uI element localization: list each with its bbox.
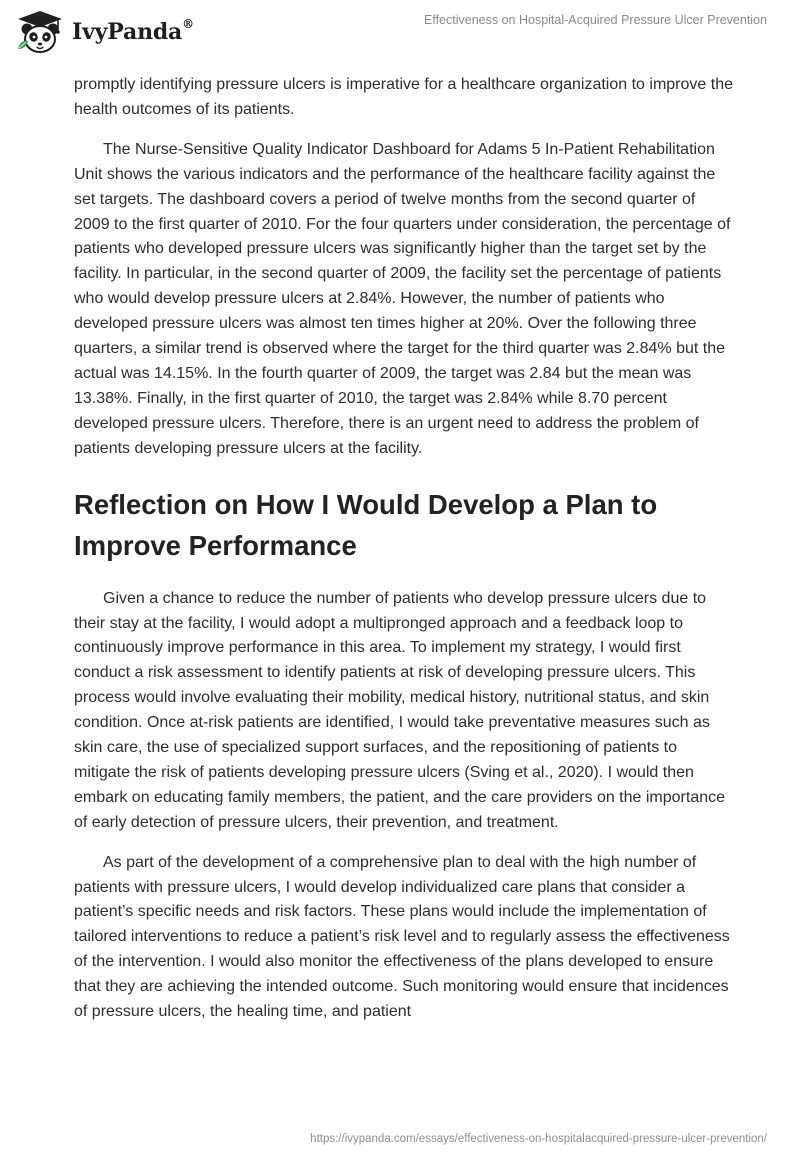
paragraph-continuation: promptly identifying pressure ulcers is imperative for a healthcare organization to improve the health outcomes of its patients. [74,76,733,118]
registered-mark: ® [182,17,194,31]
source-url[interactable]: https://ivypanda.com/essays/effectiveness-on-hospitalacquired-pressure-ulcer-prevention/ [310,1133,767,1145]
paragraph-dashboard: The Nurse-Sensitive Quality Indicator Dashboard for Adams 5 In-Patient Rehabilitation Unit shows the various indicators and the performance of the healthcare facility against the set targets. The dashboard covers a period of twelve months from the second quarter of 2009 to the first quarter of 2010. For the four quarters under consideration, the percentage of patients who developed pressure ulcers was significantly higher than the target set by the facility. In particular, in the second quarter of 2009, the facility set the percentage of patients who would develop pressure ulcers at 2.84%. However, the number of patients who developed pressure ulcers was almost ten times higher at 20%. Over the following three quarters, a similar trend is observed where the target for the third quarter was 2.84% but the actual was 14.15%. In the fourth quarter of 2009, the target was 2.84 but the mean was 13.38%. Finally, in the first quarter of 2010, the target was 2.84% while 8.70 percent developed pressure ulcers. Therefore, there is an urgent need to address the problem of patients developing pressure ulcers at the facility. [74,140,731,457]
paragraph-strategy: Given a chance to reduce the number of patients who develop pressure ulcers due to their stay at the facility, I would adopt a multipronged approach and a feedback loop to continuously improve performance in this area. To implement my strategy, I would first conduct a risk assessment to identify patients at risk of developing pressure ulcers. This process would involve evaluating their mobility, medical history, nutritional status, and skin condition. Once at-risk patients are identified, I would take preventative measures such as skin care, the use of specialized support surfaces, and the repositioning of patients to mitigate the risk of patients developing pressure ulcers (Sving et al., 2020). I would then embark on educating family members, the patient, and the care providers on the importance of early detection of pressure ulcers, their prevention, and treatment. [74,589,726,831]
page-header [0,0,800,70]
ivypanda-logo[interactable] [14,9,194,55]
paragraph-care-plans: As part of the development of a comprehensive plan to deal with the high number of patients with pressure ulcers, I would develop individualized care plans that consider a patient’s specific needs and risk factors. These plans would include the implementation of tailored interventions to reduce a patient’s risk level and to regularly assess the effectiveness of the intervention. I would also monitor the effectiveness of the plans developed to ensure that they are achieving the intended outcome. Such monitoring would ensure that incidences of pressure ulcers, the healing time, and patient [74,853,730,1021]
logo-wordmark: IvyPanda [72,19,183,45]
panda-graduate-icon [14,9,66,55]
section-heading: Reflection on How I Would Develop a Plan to Improve Performance [74,488,658,561]
logo-text [72,19,194,45]
document-title: Effectiveness on Hospital-Acquired Pressure Ulcer Prevention [424,13,767,27]
article-body [74,73,734,1025]
